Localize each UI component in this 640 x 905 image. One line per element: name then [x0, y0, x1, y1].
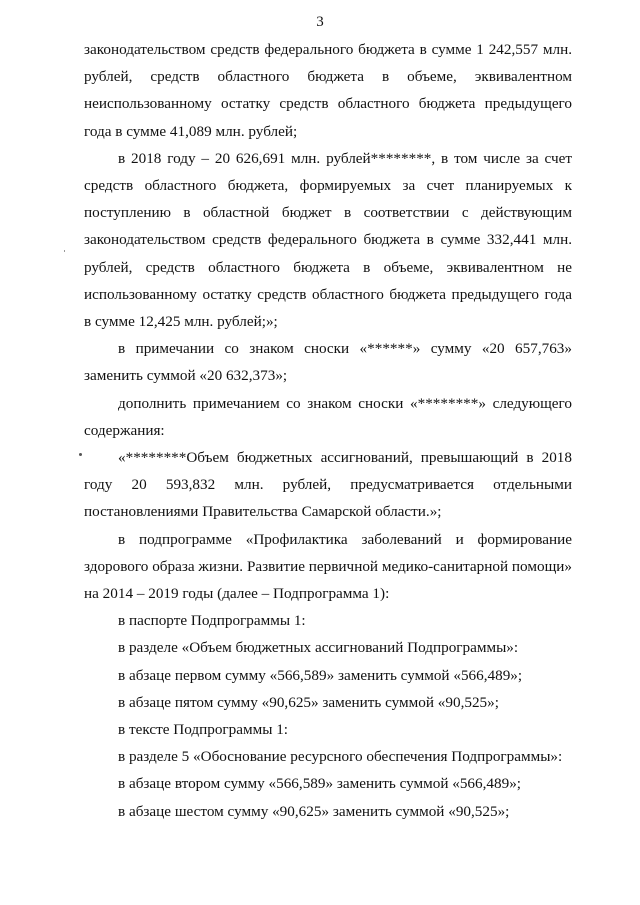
page-number: 3 [316, 14, 324, 30]
paragraph-sixth-amount: в абзаце шестом сумму «90,625» заменить суммой «90,525»; [118, 802, 510, 820]
paragraph-text-subprogram: в тексте Подпрограммы 1: [118, 721, 289, 739]
paragraph-passport: в паспорте Подпрограммы 1: [118, 612, 306, 630]
ink-dot [79, 453, 82, 456]
document-body [84, 36, 572, 825]
paragraph-section-5: в разделе 5 «Обоснование ресурсного обеспечения Подпрограммы»: [118, 748, 563, 766]
paragraph-footnote-change: в примечании со знаком сноски «******» сумму «20 657,763» заменить суммой «20 632,373»; [84, 340, 572, 385]
paragraph-continuation: законодательством средств федерального бюджета в сумме 1 242,557 млн. рублей, средств областного бюджета в объеме, эквивалентном неиспользованному остатку средств областного бюджета предыдущего года в сумме 41,089 млн. рублей; [84, 41, 572, 140]
margin-mark [64, 250, 65, 252]
paragraph-subprogram: в подпрограмме «Профилактика заболеваний и формирование здорового образа жизни. Развитие первичной медико-санитарной помощи» на 2014 – 2019 годы (далее – Подпрограмма 1): [84, 530, 572, 603]
paragraph-footnote-text: «********Объем бюджетных ассигнований, превышающий в 2018 году 20 593,832 млн. рублей, предусматривается отдельными постановлениями Правительства Самарской области.»; [84, 449, 572, 521]
paragraph-2018-budget: в 2018 году – 20 626,691 млн. рублей********, в том числе за счет средств областного бюджета, формируемых за счет планируемых к поступлению в областной бюджет в соответствии с действующим законодательством средств федерального бюджета в сумме 332,441 млн. рублей, средств областного бюджета в объеме, эквивалентном не использованному остатку средств областного бюджета предыдущего года в сумме 12,425 млн. рублей;»; [84, 149, 572, 331]
paragraph-first-amount: в абзаце первом сумму «566,589» заменить суммой «566,489»; [118, 666, 523, 684]
paragraph-second-amount: в абзаце втором сумму «566,589» заменить суммой «566,489»; [118, 775, 522, 793]
paragraph-fifth-amount: в абзаце пятом сумму «90,625» заменить суммой «90,525»; [118, 693, 499, 711]
paragraph-section-volume: в разделе «Объем бюджетных ассигнований Подпрограммы»: [118, 639, 519, 657]
paragraph-add-footnote: дополнить примечанием со знаком сноски «********» следующего содержания: [84, 394, 572, 439]
